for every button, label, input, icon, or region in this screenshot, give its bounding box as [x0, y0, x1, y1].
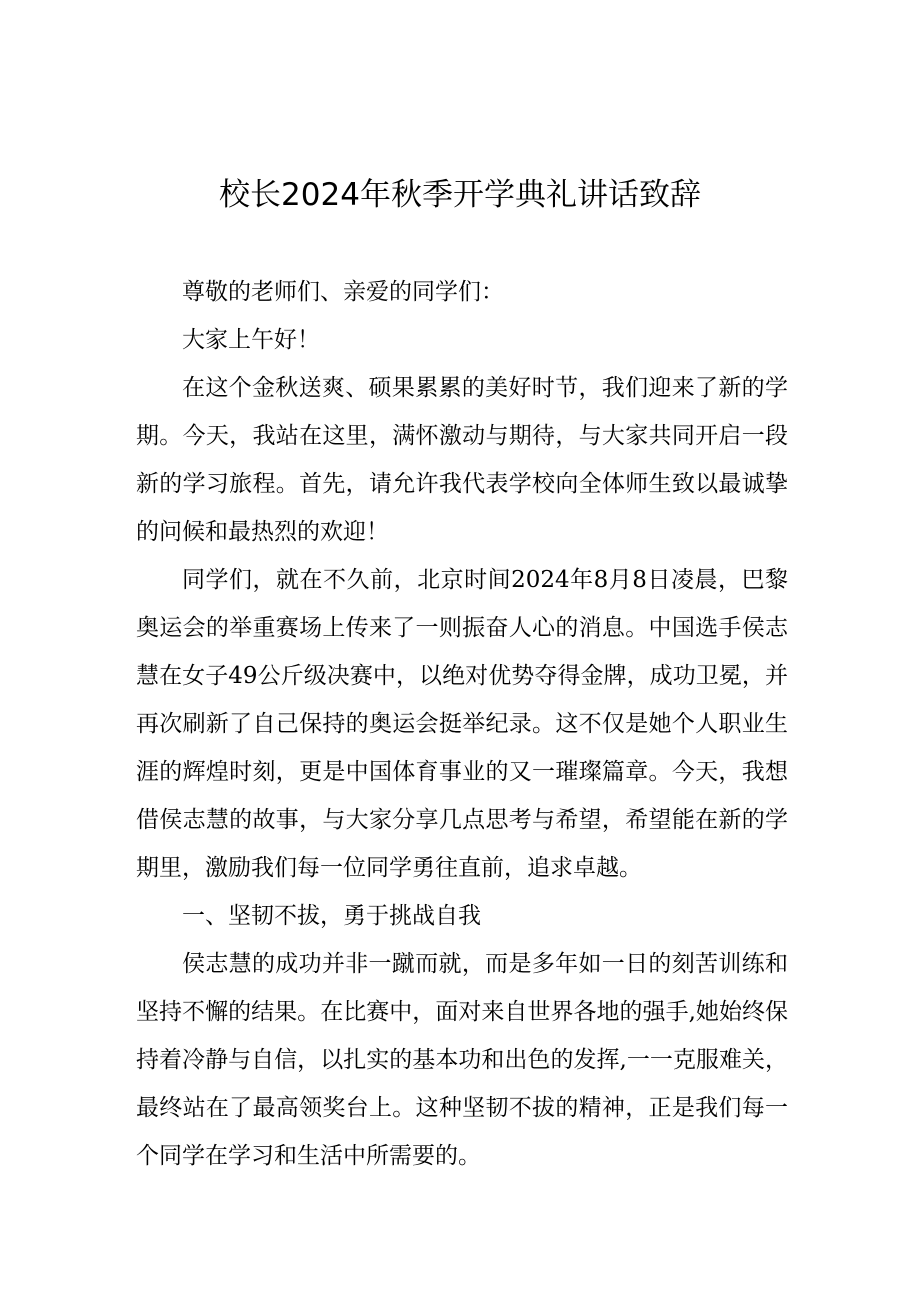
paragraph-perseverance: 侯志慧的成功并非一蹴而就，而是多年如一日的刻苦训练和坚持不懈的结果。在比赛中，面对来自世界各地的强手,她始终保持着冷静与自信，以扎实的基本功和出色的发挥,一一克服难关，最终站在了最高领奖台上。这种坚韧不拔的精神，正是我们每一个同学在学习和生活中所需要的。 [136, 951, 788, 1169]
paragraph-olympics: 同学们，就在不久前，北京时间2024年8月8日凌晨，巴黎奥运会的举重赛场上传来了一则振奋人心的消息。中国选手侯志慧在女子49公斤级决赛中，以绝对优势夺得金牌，成功卫冕，并再次刷新了自己保持的奥运会挺举纪录。这不仅是她个人职业生涯的辉煌时刻，更是中国体育事业的又一璀璨篇章。今天，我想借侯志慧的故事，与大家分享几点思考与希望，希望能在新的学期里，激励我们每一位同学勇往直前，追求卓越。 [136, 567, 788, 881]
paragraph-intro: 在这个金秋送爽、硕果累累的美好时节，我们迎来了新的学期。今天，我站在这里，满怀激动与期待，与大家共同开启一段新的学习旅程。首先，请允许我代表学校向全体师生致以最诚挚的问候和最热烈的欢迎！ [136, 375, 788, 545]
salutation: 尊敬的老师们、亲爱的同学们： [182, 279, 504, 305]
document-title: 校长2024年秋季开学典礼讲话致辞 [219, 177, 701, 213]
section-heading: 一、坚韧不拔，勇于挑战自我 [182, 903, 481, 929]
greeting: 大家上午好！ [182, 327, 320, 353]
document-body [136, 268, 788, 1180]
